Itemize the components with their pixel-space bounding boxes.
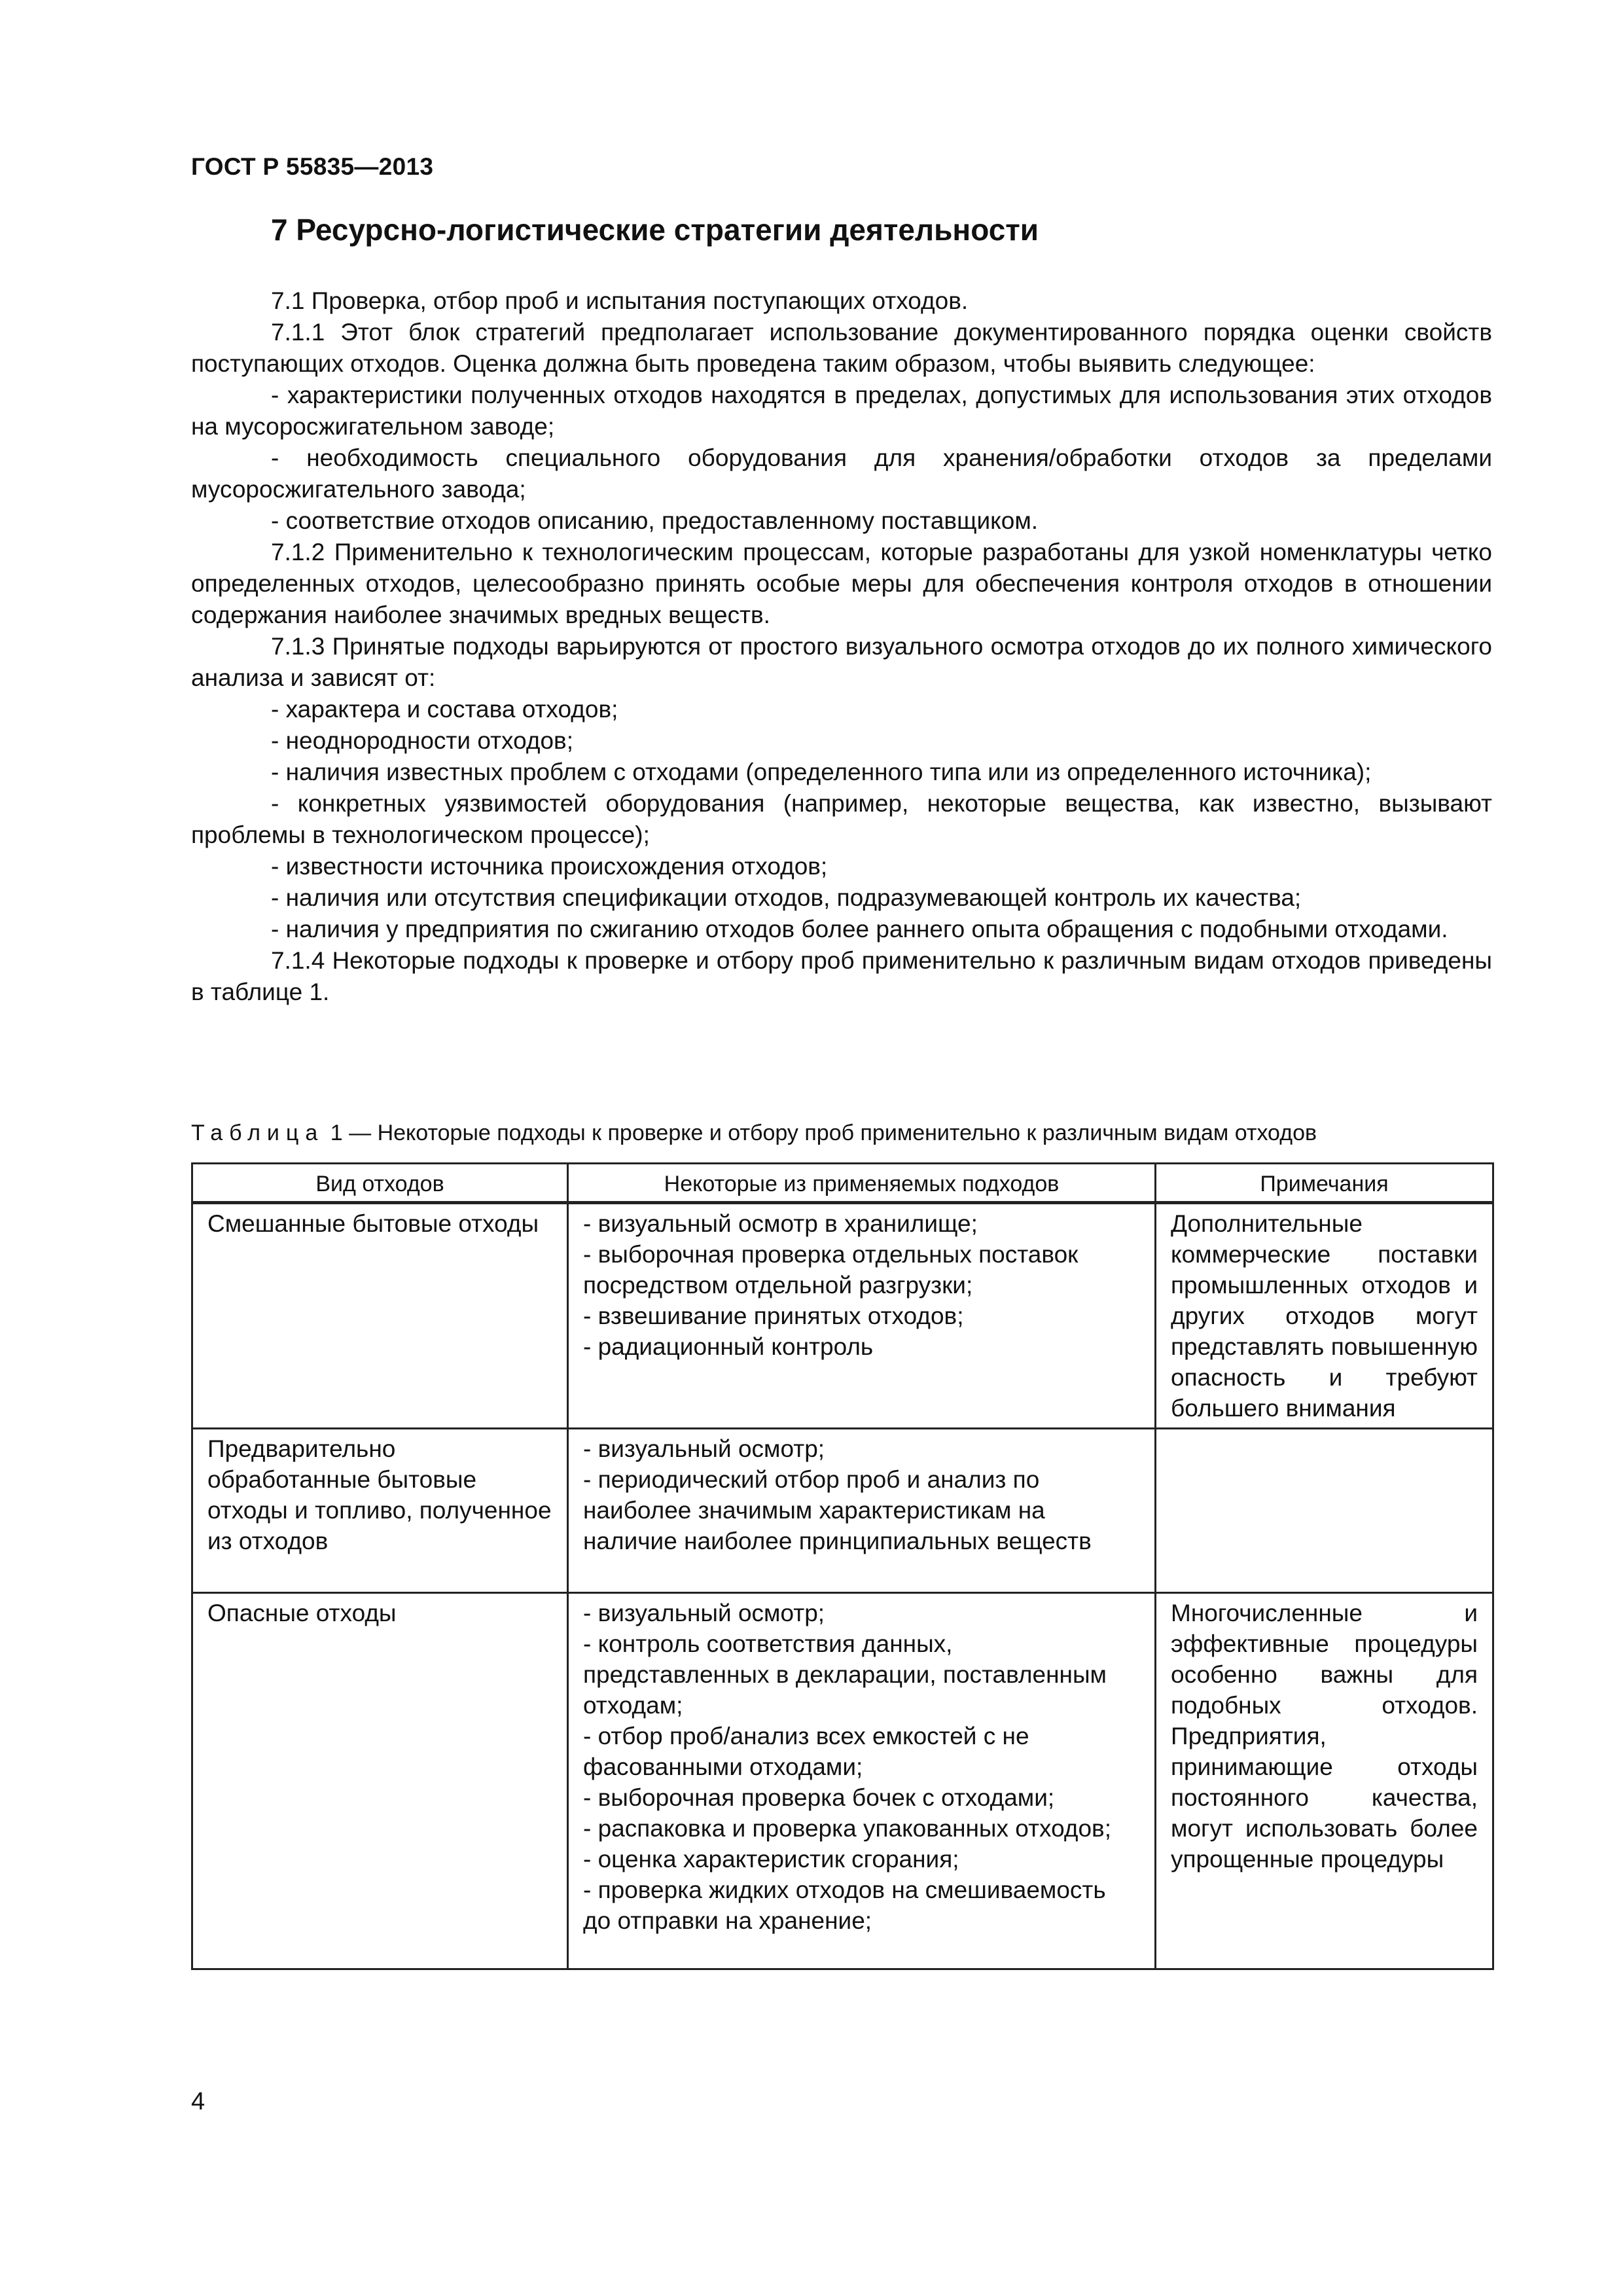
table-caption-number: 1: [330, 1121, 343, 1145]
list-item: - наличия или отсутствия спецификации отходов, подразумевающей контроль их качества;: [271, 884, 1302, 911]
approach-item: - периодический отбор проб и анализ по наиболее значимым характеристикам на наличие наиболее принципиальных веществ: [583, 1466, 1092, 1554]
approach-item: - оценка характеристик сгорания;: [583, 1846, 959, 1873]
body-text: [191, 285, 1492, 1008]
paragraph-7-1-1: 7.1.1 Этот блок стратегий предполагает использование документированного порядка оценки свойств поступающих отходов. Оценка должна быть проведена таким образом, чтобы выявить следующее:: [191, 319, 1492, 377]
list-item: - характера и состава отходов;: [271, 696, 618, 723]
cell-waste-type: Смешанные бытовые отходы: [192, 1203, 568, 1429]
table-header-row: [192, 1164, 1493, 1203]
cell-approaches: [568, 1203, 1156, 1429]
cell-waste-type: Предварительно обработанные бытовые отходы и топливо, полученное из отходов: [192, 1429, 568, 1593]
approach-item: - взвешивание принятых отходов;: [583, 1302, 964, 1329]
approach-item: - выборочная проверка бочек с отходами;: [583, 1784, 1055, 1811]
cell-notes: [1156, 1429, 1493, 1593]
approach-item: - проверка жидких отходов на смешиваемость до отправки на хранение;: [583, 1876, 1106, 1934]
paragraph-7-1: 7.1 Проверка, отбор проб и испытания поступающих отходов.: [271, 287, 969, 314]
list-item: - известности источника происхождения отходов;: [271, 853, 828, 880]
paragraph-7-1-2: 7.1.2 Применительно к технологическим процессам, которые разработаны для узкой номенклатуры четко определенных отходов, целесообразно принять особые меры для обеспечения контроля отходов в отношении содержания наиболее значимых вредных веществ.: [191, 539, 1492, 628]
document-code: ГОСТ Р 55835—2013: [191, 153, 434, 180]
cell-notes: Многочисленные и эффективные процедуры особенно важны для подобных отходов. Предприятия, принимающие отходы постоянного качества, могут использовать более упрощенные процедуры: [1156, 1593, 1493, 1969]
approach-item: - выборочная проверка отдельных поставок посредством отдельной разгрузки;: [583, 1241, 1079, 1299]
table-row: [192, 1593, 1493, 1969]
table-caption-text: — Некоторые подходы к проверке и отбору проб применительно к различным видам отходов: [342, 1121, 1317, 1145]
list-item: - наличия у предприятия по сжиганию отходов более раннего опыта обращения с подобными отходами.: [271, 916, 1448, 942]
column-header-notes: Примечания: [1156, 1164, 1493, 1203]
approach-item: - визуальный осмотр в хранилище;: [583, 1210, 978, 1237]
table-caption: [191, 1121, 1317, 1146]
cell-waste-type: Опасные отходы: [192, 1593, 568, 1969]
table-container: [191, 1162, 1492, 1970]
list-item: - соответствие отходов описанию, предоставленному поставщиком.: [271, 507, 1039, 534]
paragraph-7-1-3: 7.1.3 Принятые подходы варьируются от простого визуального осмотра отходов до их полного химического анализа и зависят от:: [191, 633, 1492, 691]
waste-approaches-table: [191, 1162, 1494, 1970]
page-number: 4: [191, 2088, 205, 2115]
approach-item: - радиационный контроль: [583, 1333, 874, 1360]
column-header-waste-type: Вид отходов: [192, 1164, 568, 1203]
list-item: - неоднородности отходов;: [271, 727, 573, 754]
cell-approaches: [568, 1593, 1156, 1969]
table-row: [192, 1203, 1493, 1429]
section-title: 7 Ресурсно-логистические стратегии деятельности: [271, 213, 1039, 247]
approach-item: - визуальный осмотр;: [583, 1600, 825, 1626]
table-row: [192, 1429, 1493, 1593]
approach-item: - распаковка и проверка упакованных отходов;: [583, 1815, 1111, 1842]
list-item: - наличия известных проблем с отходами (определенного типа или из определенного источника);: [271, 759, 1372, 785]
list-item: - конкретных уязвимостей оборудования (например, некоторые вещества, как известно, вызывают проблемы в технологическом процессе);: [191, 790, 1492, 848]
approach-item: - контроль соответствия данных, представленных в декларации, поставленным отходам;: [583, 1630, 1107, 1719]
paragraph-7-1-4: 7.1.4 Некоторые подходы к проверке и отбору проб применительно к различным видам отходов приведены в таблице 1.: [191, 947, 1492, 1005]
table-caption-label: Таблица: [191, 1121, 325, 1145]
list-item: - необходимость специального оборудования для хранения/обработки отходов за пределами мусоросжигательного завода;: [191, 444, 1492, 503]
approach-item: - визуальный осмотр;: [583, 1435, 825, 1462]
approach-item: - отбор проб/анализ всех емкостей с не фасованными отходами;: [583, 1723, 1029, 1780]
column-header-approaches: Некоторые из применяемых подходов: [568, 1164, 1156, 1203]
cell-notes: Дополнительные коммерческие поставки промышленных отходов и других отходов могут представлять повышенную опасность и требуют большего внимания: [1156, 1203, 1493, 1429]
list-item: - характеристики полученных отходов находятся в пределах, допустимых для использования этих отходов на мусоросжигательном заводе;: [191, 382, 1492, 440]
cell-approaches: [568, 1429, 1156, 1593]
